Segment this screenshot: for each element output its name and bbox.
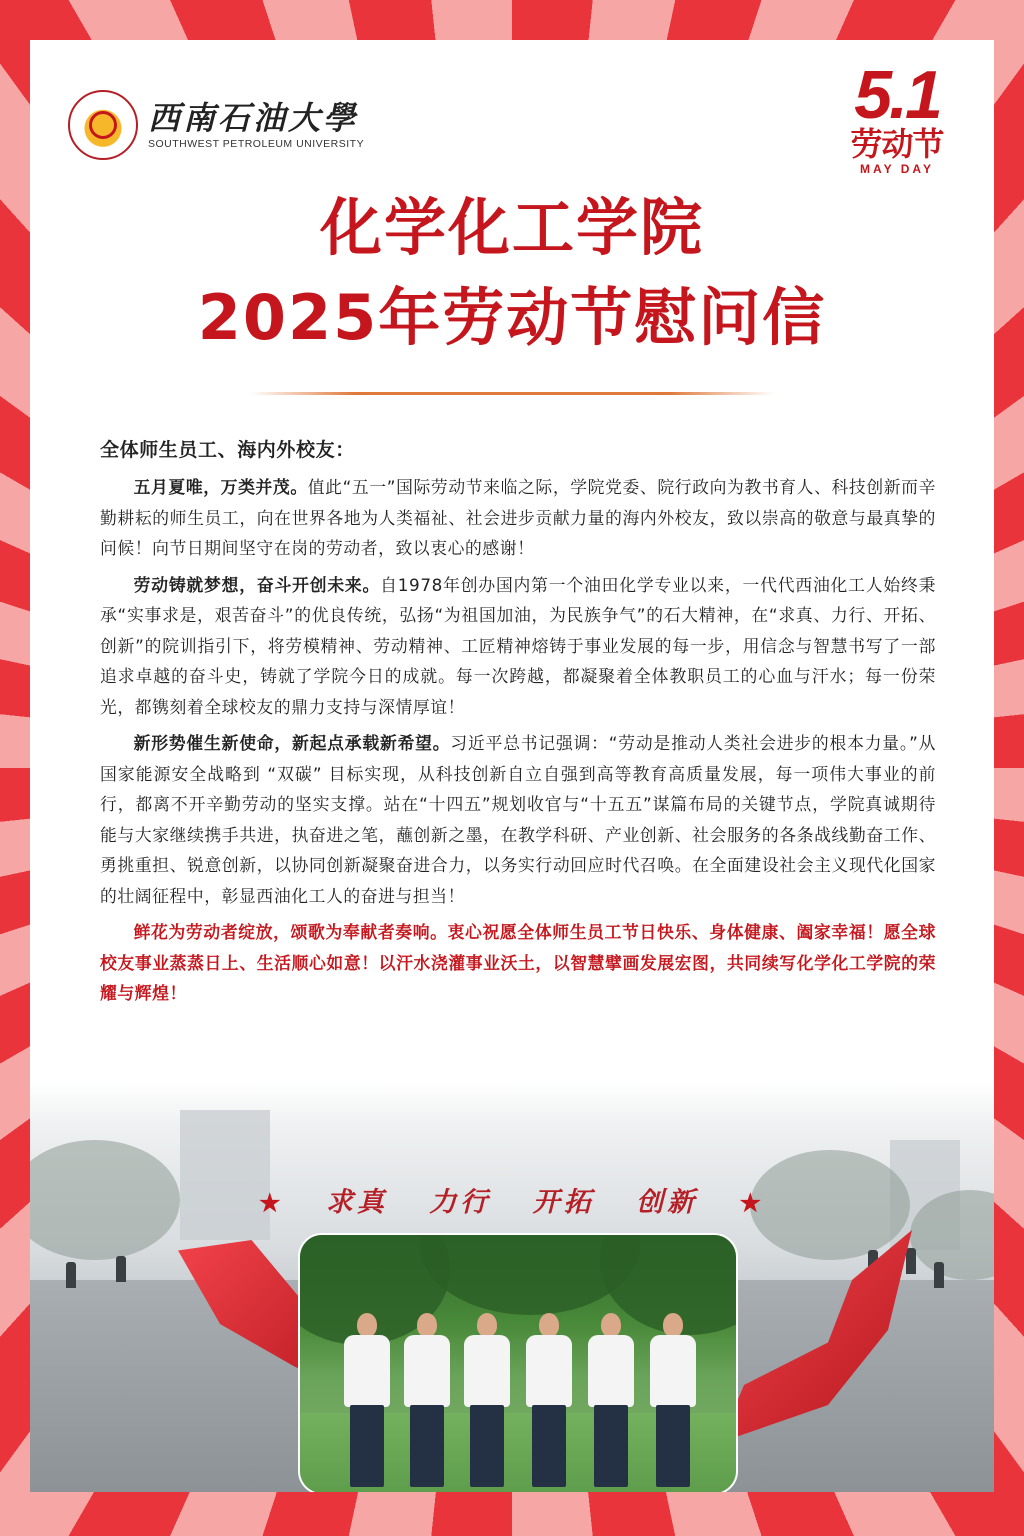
may-day-badge [838, 57, 956, 176]
may-day-en: MAY DAY [860, 162, 934, 176]
traffic-cone [934, 1262, 944, 1288]
building [180, 1110, 270, 1240]
group-photo [298, 1233, 738, 1492]
paragraph-3-text: 习近平总书记强调：“劳动是推动人类社会进步的根本力量。”从国家能源安全战略到 “双碳” 目标实现，从科技创新自立自强到高等教育高质量发展，每一项伟大事业的前行，都离不开辛勤劳动的坚实支撑。站在“十四五”规划收官与“十五五”谋篇布局的关键节点，学院真诚期待能与大家继续携手共进，执奋进之笔，蘸创新之墨，在教学科研、产业创新、社会服务的各条战线勤奋工作、勇挑重担、锐意创新，以协同创新凝聚奋进合力，以务实行动回应时代召唤。在全面建设社会主义现代化国家的壮阔征程中，彰显西油化工人的奋进与担当！ [100, 733, 936, 906]
may-day-number: 5.1 [854, 57, 940, 133]
salutation: 全体师生员工、海内外校友： [100, 439, 355, 461]
title-line-1: 化学化工学院 [319, 191, 704, 264]
paragraph-1 [100, 472, 936, 564]
letter-body [100, 432, 936, 1015]
star-icon: ★ [258, 1188, 285, 1217]
motto-word: 开拓 [532, 1187, 595, 1218]
person [340, 1313, 394, 1492]
university-name [148, 100, 364, 150]
traffic-cone [66, 1262, 76, 1288]
star-icon: ★ [739, 1188, 766, 1217]
paragraph-3-lead: 新形势催生新使命，新起点承载新希望。 [133, 733, 451, 753]
motto-word: 求真 [325, 1187, 388, 1218]
title-line-2: 2025年劳动节慰问信 [197, 281, 827, 354]
paragraph-2-text: 自1978年创办国内第一个油田化学专业以来，一代代西油化工人始终秉承“实事求是，艰苦奋斗”的优良传统，弘扬“为祖国加油，为民族争气”的石大精神，在“求真、力行、开拓、创新”的院训指引下，将劳模精神、劳动精神、工匠精神熔铸于事业发展的每一步，用信念与智慧书写了一部追求卓越的奋斗史，铸就了学院今日的成就。每一次跨越，都凝聚着全体教职员工的心血与汗水；每一份荣光，都镌刻着全球校友的鼎力支持与深情厚谊！ [100, 574, 936, 717]
motto-word: 力行 [429, 1187, 492, 1218]
poster-paper [30, 40, 994, 1492]
university-logo [68, 90, 364, 160]
paragraph-3 [100, 728, 936, 911]
may-day-cn: 劳动节 [850, 125, 944, 163]
motto-word: 创新 [636, 1187, 699, 1218]
paragraph-4-closing: 鲜花为劳动者绽放，颂歌为奉献者奏响。衷心祝愿全体师生员工节日快乐、身体健康、阖家幸福！愿全球校友事业蒸蒸日上、生活顺心如意！以汗水浇灌事业沃土，以智慧擘画发展宏图，共同续写化学化工学院的荣耀与辉煌！ [100, 922, 936, 1003]
paragraph-2-lead: 劳动铸就梦想，奋斗开创未来。 [133, 574, 381, 595]
university-name-en: SOUTHWEST PETROLEUM UNIVERSITY [148, 138, 365, 150]
paragraph-1-text: 值此“五一”国际劳动节来临之际，学院党委、院行政向为教书育人、科技创新而辛勤耕耘的师生员工，向在世界各地为人类福祉、社会进步贡献力量的海内外校友，致以崇高的敬意与最真挚的问候！向节日期间坚守在岗的劳动者，致以衷心的感谢！ [100, 477, 936, 558]
title-divider [250, 392, 774, 395]
paragraph-2 [100, 570, 936, 723]
traffic-cone [116, 1256, 126, 1282]
person [584, 1313, 638, 1492]
college-motto [30, 1180, 994, 1219]
university-name-cn: 西南石油大學 [148, 99, 359, 137]
person [460, 1313, 514, 1492]
university-seal-icon [68, 90, 138, 160]
traffic-cone [906, 1248, 916, 1274]
person [522, 1313, 576, 1492]
person [400, 1313, 454, 1492]
paragraph-1-lead: 五月夏唯，万类并茂。 [133, 477, 308, 497]
person [646, 1313, 700, 1492]
